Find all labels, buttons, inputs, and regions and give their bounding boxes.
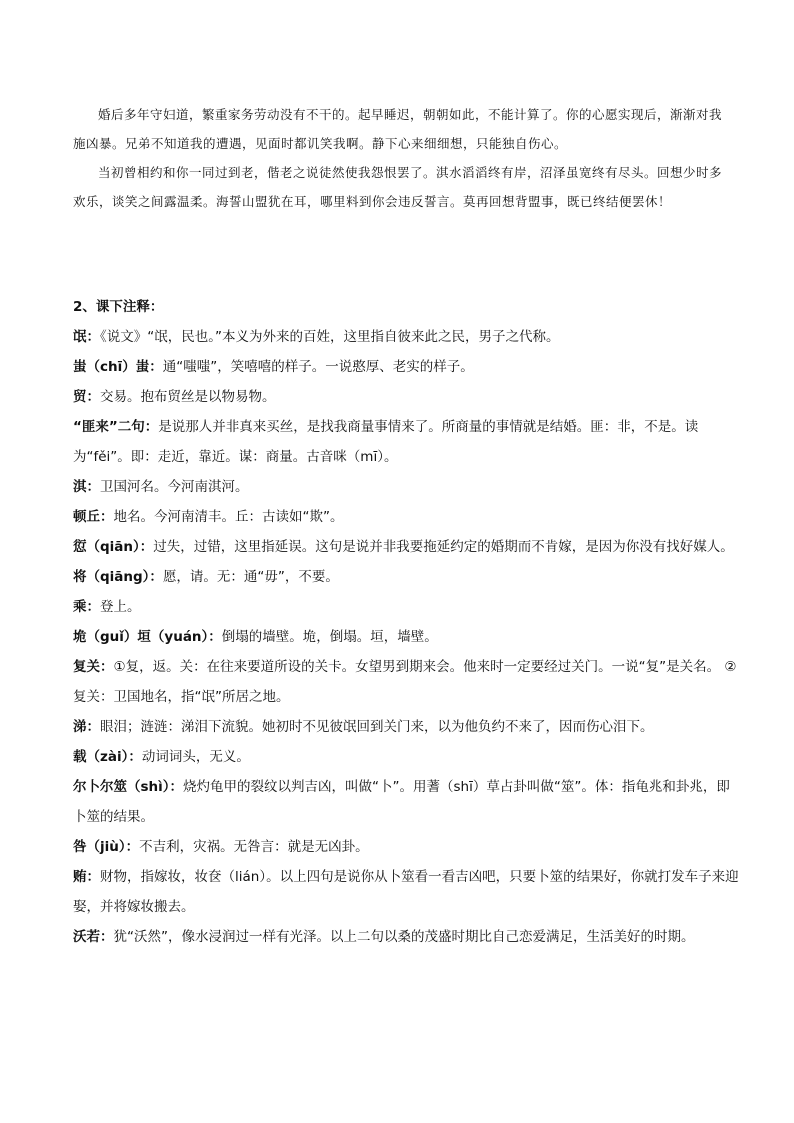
note-term: 尔卜尔筮（shì）： xyxy=(73,779,184,795)
note-item xyxy=(73,502,741,532)
note-term: 将（qiāng）： xyxy=(73,569,163,585)
note-term: 贿： xyxy=(73,869,100,885)
note-item xyxy=(73,412,741,472)
note-item xyxy=(73,652,741,712)
note-term: 愆（qiān）： xyxy=(73,539,154,555)
note-item xyxy=(73,592,741,622)
note-text: 登上。 xyxy=(100,599,141,615)
note-text: 倒塌的墙壁。垝，倒塌。垣，墙壁。 xyxy=(221,629,438,645)
note-text: 《说文》“氓，民也。”本义为外来的百姓，这里指自彼来此之民，男子之代称。 xyxy=(100,329,560,345)
translation-paragraph: 婚后多年守妇道，繁重家务劳动没有不干的。起早睡迟，朝朝如此，不能计算了。你的心愿实现后，渐渐对我施凶暴。兄弟不知道我的遭遇，见面时都讥笑我啊。静下心来细细想，只能独自伤心。 xyxy=(73,107,723,151)
note-term: 淇： xyxy=(73,479,100,495)
note-text: 动词词头，无义。 xyxy=(141,749,250,765)
note-item xyxy=(73,772,741,832)
note-item xyxy=(73,472,741,502)
translation-block xyxy=(73,100,723,216)
note-term: 垝（guǐ）垣（yuán）： xyxy=(73,629,222,645)
note-term: 氓： xyxy=(73,329,100,345)
note-term: 顿丘： xyxy=(73,509,114,525)
note-term: 蚩（chī）蚩： xyxy=(73,359,163,375)
note-item xyxy=(73,622,741,652)
note-term: 乘： xyxy=(73,599,100,615)
note-item xyxy=(73,922,741,952)
note-text: 眼泪；涟涟：涕泪下流貌。她初时不见彼氓回到关门来，以为他负约不来了，因而伤心泪下。 xyxy=(100,719,654,735)
note-item xyxy=(73,832,741,862)
note-item xyxy=(73,322,741,352)
note-term: 贸： xyxy=(73,389,100,405)
note-item xyxy=(73,712,741,742)
note-item xyxy=(73,862,741,922)
note-text: 犹“沃然”，像水浸润过一样有光泽。以上二句以桑的茂盛时期比自己恋爱满足，生活美好的时期。 xyxy=(113,929,695,945)
note-item xyxy=(73,532,741,562)
note-text: 财物，指嫁妆，妆奁（lián）。以上四句是说你从卜筮看一看吉凶吧，只要卜筮的结果好，你就打发车子来迎娶，并将嫁妆搬去。 xyxy=(73,869,739,915)
note-text: 交易。抱布贸丝是以物易物。 xyxy=(100,389,276,405)
note-term: 沃若： xyxy=(73,929,114,945)
note-item xyxy=(73,742,741,772)
note-item xyxy=(73,562,741,592)
note-text: 过失，过错，这里指延误。这句是说并非我要拖延约定的婚期而不肯嫁，是因为你没有找好媒人。 xyxy=(153,539,734,555)
note-text: 不吉利，灾祸。无咎言：就是无凶卦。 xyxy=(139,839,369,855)
note-term: “匪来”二句： xyxy=(73,419,159,435)
note-term: 咎（jiù）： xyxy=(73,839,140,855)
section-title: 2、课下注释： xyxy=(73,299,164,315)
note-term: 复关： xyxy=(73,659,114,675)
note-text: 愿，请。无：通“毋”，不要。 xyxy=(162,569,339,585)
note-text: 通“嗤嗤”，笑嘻嘻的样子。一说憨厚、老实的样子。 xyxy=(162,359,474,375)
translation-paragraph: 当初曾相约和你一同过到老，偕老之说徒然使我怨恨罢了。淇水滔滔终有岸，沼泽虽宽终有尽头。回想少时多欢乐，谈笑之间露温柔。海誓山盟犹在耳，哪里料到你会违反誓言。莫再回想背盟事，既已终结便罢休！ xyxy=(73,165,723,209)
note-item xyxy=(73,352,741,382)
annotations-section xyxy=(73,292,741,952)
note-text: ①复，返。关：在往来要道所设的关卡。女望男到期来会。他来时一定要经过关门。一说“复”是关名。 ②复关：卫国地名，指“氓”所居之地。 xyxy=(73,659,737,705)
note-text: 卫国河名。今河南淇河。 xyxy=(100,479,249,495)
note-term: 涕： xyxy=(73,719,100,735)
note-text: 是说那人并非真来买丝，是找我商量事情来了。所商量的事情就是结婚。匪：非，不是。读为“fěi”。即：走近，靠近。谋：商量。古音咪（mī）。 xyxy=(73,419,699,465)
note-text: 地名。今河南清丰。丘：古读如“欺”。 xyxy=(113,509,344,525)
note-item xyxy=(73,382,741,412)
note-term: 载（zài）： xyxy=(73,749,142,765)
note-text: 烧灼龟甲的裂纹以判吉凶，叫做“卜”。用蓍（shī）草占卦叫做“筮”。体：指龟兆和卦兆，即卜筮的结果。 xyxy=(73,779,730,825)
